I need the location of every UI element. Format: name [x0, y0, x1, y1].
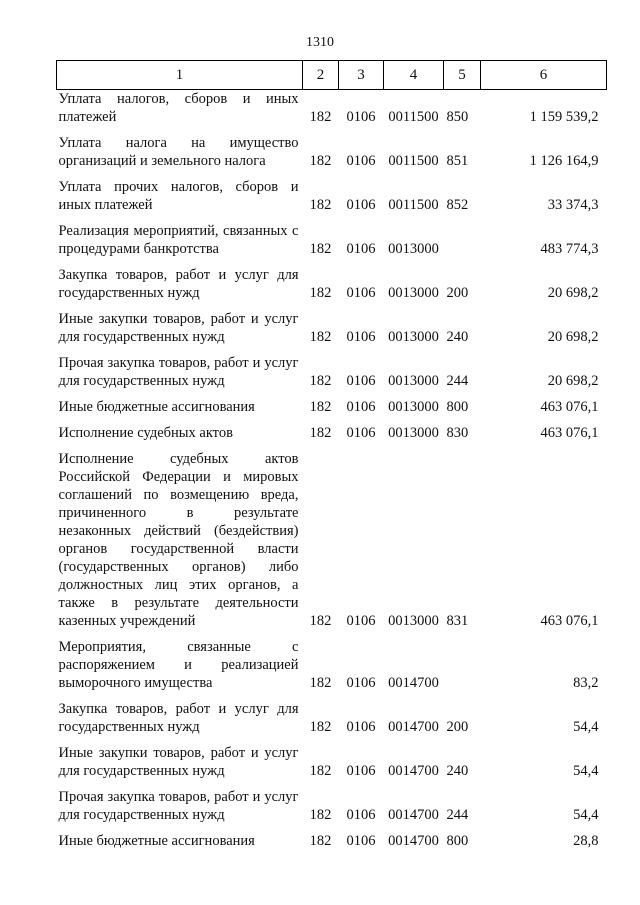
row-vr: 852 [446, 197, 469, 213]
row-vr: 831 [446, 613, 469, 629]
row-name: Иные закупки товаров, работ и услуг для государственных нужд [58, 745, 299, 779]
row-name: Уплата налога на имущество организаций и земельного налога [58, 135, 299, 169]
row-vr: 240 [446, 329, 469, 345]
row-rz: 0106 [346, 425, 376, 441]
row-csr: 0011500 [388, 153, 439, 169]
row-sum: 20 698,2 [547, 285, 599, 301]
row-vr [444, 630, 481, 692]
table-row [57, 302, 607, 346]
row-rz: 0106 [346, 399, 376, 415]
row-csr: 0011500 [388, 197, 439, 213]
row-name: Закупка товаров, работ и услуг для государственных нужд [58, 701, 299, 735]
row-ved: 182 [309, 719, 332, 735]
row-csr: 0013000 [388, 241, 439, 257]
row-vr: 800 [446, 399, 469, 415]
header-sum: 6 [481, 61, 607, 90]
row-ved: 182 [309, 109, 332, 125]
row-sum: 1 126 164,9 [529, 153, 599, 169]
row-csr: 0011500 [388, 109, 439, 125]
row-name: Уплата налогов, сборов и иных платежей [58, 91, 299, 125]
table-row [57, 214, 607, 258]
row-csr: 0014700 [388, 719, 439, 735]
table-row [57, 258, 607, 302]
table-row [57, 390, 607, 416]
row-csr: 0014700 [388, 807, 439, 823]
row-ved: 182 [309, 833, 332, 849]
row-rz: 0106 [346, 109, 376, 125]
table-row [57, 416, 607, 442]
row-name: Реализация мероприятий, связанных с процедурами банкротства [58, 223, 299, 257]
row-ved: 182 [309, 425, 332, 441]
row-ved: 182 [309, 399, 332, 415]
row-sum: 463 076,1 [540, 613, 599, 629]
row-name: Иные бюджетные ассигнования [58, 399, 255, 415]
row-vr: 200 [446, 719, 469, 735]
row-csr: 0013000 [388, 373, 439, 389]
row-sum: 463 076,1 [540, 399, 599, 415]
row-rz: 0106 [346, 153, 376, 169]
budget-table [56, 60, 607, 850]
row-sum: 20 698,2 [547, 329, 599, 345]
row-sum: 1 159 539,2 [529, 109, 599, 125]
row-ved: 182 [309, 285, 332, 301]
row-name: Прочая закупка товаров, работ и услуг для государственных нужд [58, 789, 299, 823]
row-name: Исполнение судебных актов Российской Федерации и мировых соглашений по возмещению вреда, причиненного в результате незаконных действий (бездействия) органов государственной власти (государственных органов) либо должностных лиц этих органов, а также в результате деятельности казенных учреждений [58, 451, 299, 629]
row-csr: 0013000 [388, 285, 439, 301]
row-sum: 483 774,3 [540, 241, 599, 257]
row-sum: 83,2 [573, 675, 599, 691]
header-csr: 4 [384, 61, 444, 90]
row-ved: 182 [309, 613, 332, 629]
row-ved: 182 [309, 675, 332, 691]
row-ved: 182 [309, 153, 332, 169]
row-sum: 54,4 [573, 807, 599, 823]
row-name: Уплата прочих налогов, сборов и иных платежей [58, 179, 299, 213]
row-rz: 0106 [346, 613, 376, 629]
page-number: 1310 [306, 35, 334, 50]
row-sum: 28,8 [573, 833, 599, 849]
row-csr: 0013000 [388, 399, 439, 415]
row-ved: 182 [309, 373, 332, 389]
table-row [57, 442, 607, 630]
row-rz: 0106 [346, 285, 376, 301]
row-name: Мероприятия, связанные с распоряжением и реализацией выморочного имущества [58, 639, 299, 691]
row-ved: 182 [309, 807, 332, 823]
row-name: Исполнение судебных актов [58, 425, 233, 441]
row-vr: 244 [446, 373, 469, 389]
row-vr: 830 [446, 425, 469, 441]
row-vr [444, 214, 481, 258]
header-name: 1 [57, 61, 303, 90]
header-row [57, 61, 607, 90]
row-rz: 0106 [346, 241, 376, 257]
row-sum: 54,4 [573, 763, 599, 779]
row-csr: 0014700 [388, 833, 439, 849]
table-row [57, 170, 607, 214]
row-rz: 0106 [346, 807, 376, 823]
row-name: Иные закупки товаров, работ и услуг для государственных нужд [58, 311, 299, 345]
row-vr: 244 [446, 807, 469, 823]
row-sum: 54,4 [573, 719, 599, 735]
header-ved: 2 [303, 61, 339, 90]
row-rz: 0106 [346, 675, 376, 691]
row-vr: 851 [446, 153, 469, 169]
row-csr: 0013000 [388, 329, 439, 345]
row-name: Иные бюджетные ассигнования [58, 833, 255, 849]
row-csr: 0013000 [388, 613, 439, 629]
row-name: Прочая закупка товаров, работ и услуг для государственных нужд [58, 355, 299, 389]
table-row [57, 824, 607, 850]
row-vr: 800 [446, 833, 469, 849]
row-ved: 182 [309, 763, 332, 779]
row-vr: 240 [446, 763, 469, 779]
table-row [57, 346, 607, 390]
row-vr: 850 [446, 109, 469, 125]
table-row [57, 126, 607, 170]
row-csr: 0013000 [388, 425, 439, 441]
table-row [57, 736, 607, 780]
row-name: Закупка товаров, работ и услуг для государственных нужд [58, 267, 299, 301]
row-rz: 0106 [346, 373, 376, 389]
row-rz: 0106 [346, 719, 376, 735]
table-row [57, 692, 607, 736]
row-sum: 20 698,2 [547, 373, 599, 389]
row-rz: 0106 [346, 833, 376, 849]
row-ved: 182 [309, 329, 332, 345]
row-ved: 182 [309, 197, 332, 213]
table-row [57, 780, 607, 824]
row-vr: 200 [446, 285, 469, 301]
row-rz: 0106 [346, 197, 376, 213]
header-rz: 3 [339, 61, 384, 90]
table-row [57, 630, 607, 692]
row-sum: 33 374,3 [547, 197, 599, 213]
row-ved: 182 [309, 241, 332, 257]
row-rz: 0106 [346, 329, 376, 345]
row-sum: 463 076,1 [540, 425, 599, 441]
table-row [57, 90, 607, 127]
row-csr: 0014700 [388, 675, 439, 691]
header-vr: 5 [444, 61, 481, 90]
row-rz: 0106 [346, 763, 376, 779]
row-csr: 0014700 [388, 763, 439, 779]
